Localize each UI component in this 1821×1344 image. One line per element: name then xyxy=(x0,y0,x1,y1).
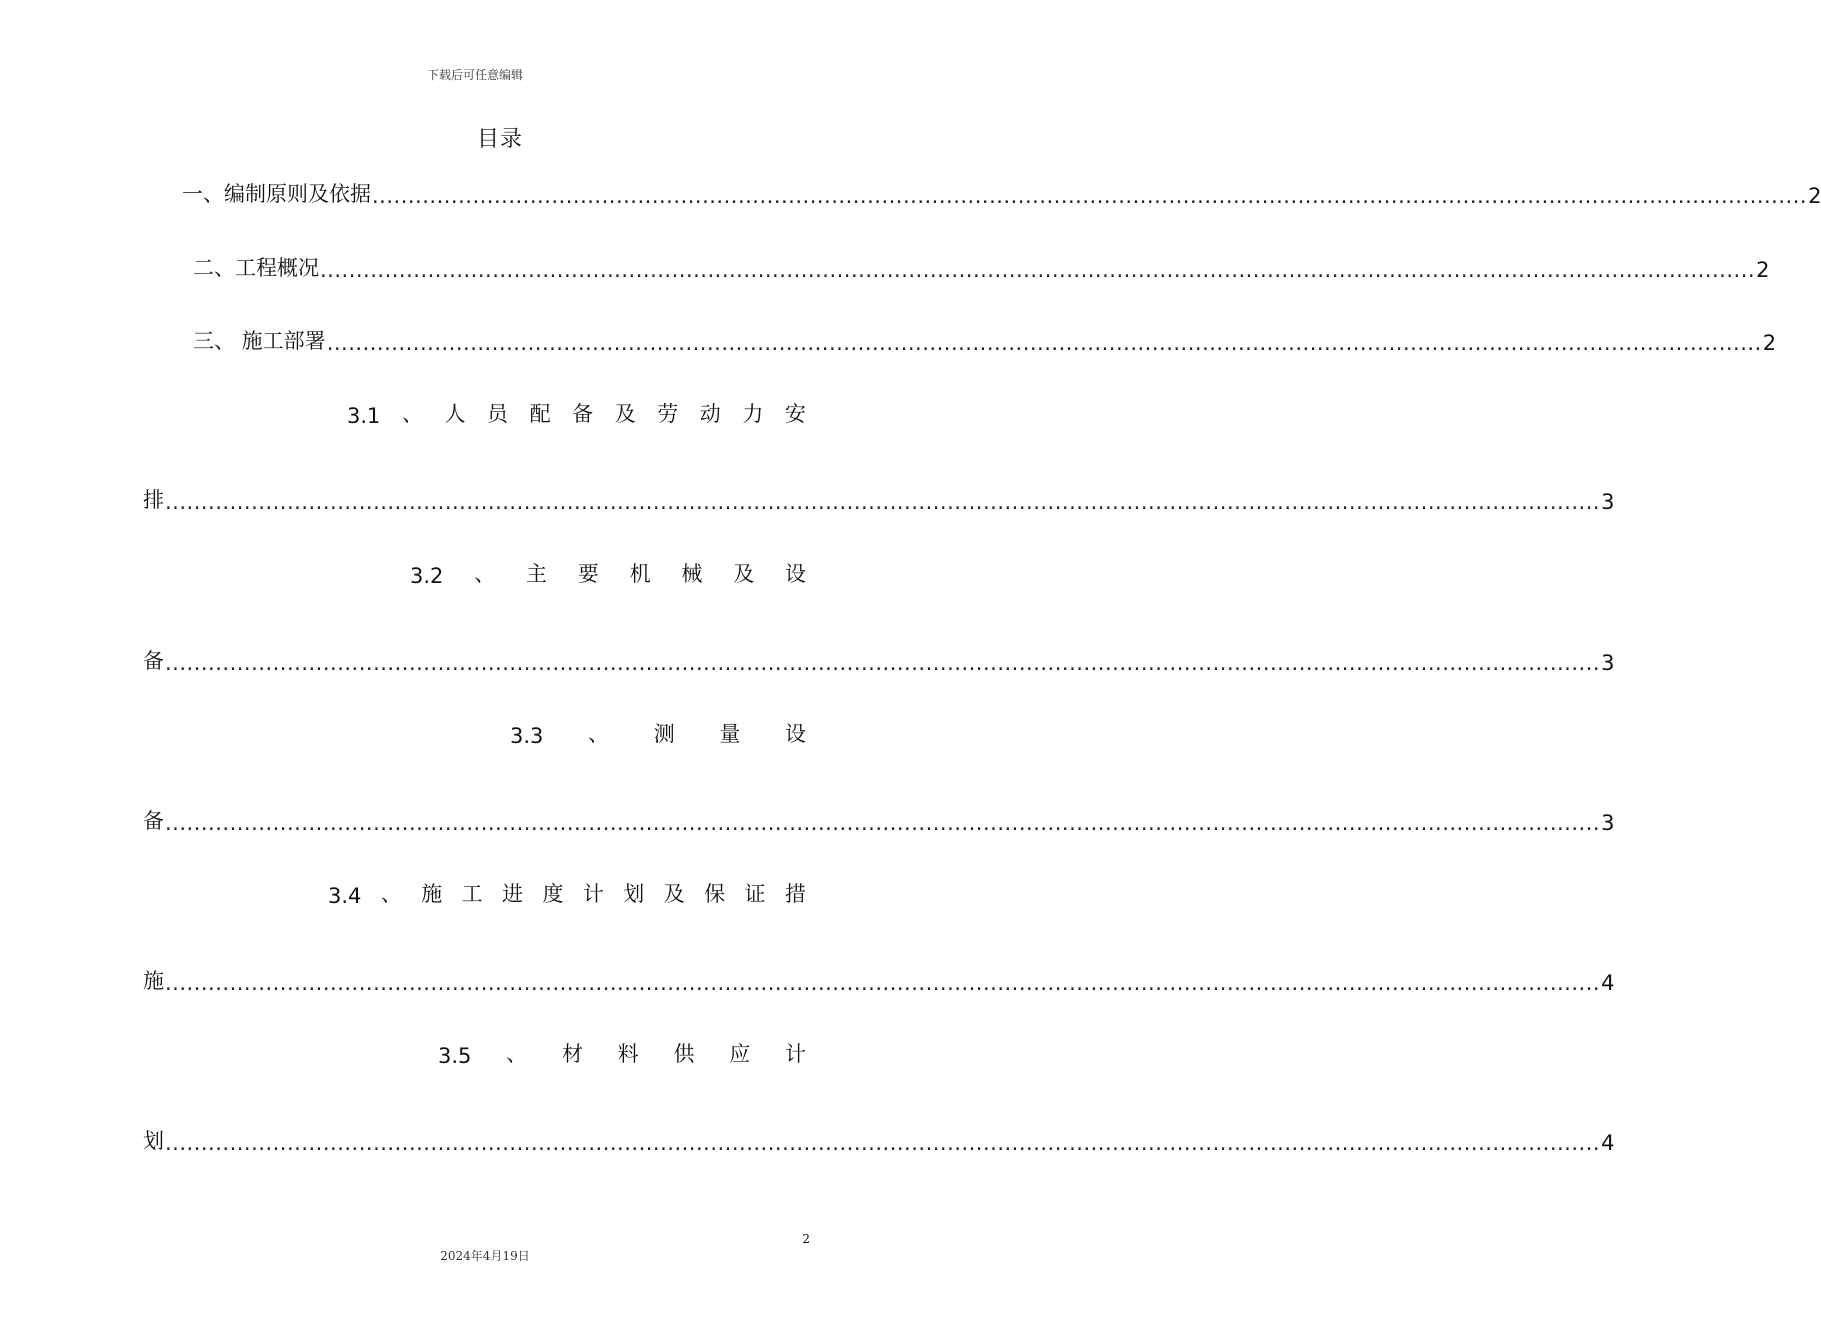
heading-char: 证 xyxy=(744,882,766,906)
toc-entry[interactable] xyxy=(193,323,1777,355)
toc-entry[interactable] xyxy=(143,643,1615,675)
heading-char: 计 xyxy=(582,882,604,906)
toc-leader-dots: ........................................................................................................................................................................................................ xyxy=(326,331,1762,355)
toc-entry-label: 排 xyxy=(143,488,164,512)
heading-char: 度 xyxy=(542,882,564,906)
heading-char: 、 xyxy=(588,722,610,746)
toc-entry-label: 施 xyxy=(143,969,164,993)
toc-entry[interactable] xyxy=(182,176,1821,208)
toc-entry-page: 2 xyxy=(1756,258,1770,282)
toc-title: 目录 xyxy=(476,127,523,152)
heading-char: 安 xyxy=(784,402,806,426)
heading-char: 配 xyxy=(529,402,551,426)
heading-char: 3.3 xyxy=(510,724,544,748)
heading-char: 3.2 xyxy=(410,564,444,588)
heading-char: 设 xyxy=(784,722,806,746)
toc-entry-label: 备 xyxy=(143,649,164,673)
toc-leader-dots: ........................................................................................................................................................................................................ xyxy=(372,184,1808,208)
heading-char: 械 xyxy=(681,562,703,586)
toc-entry[interactable] xyxy=(143,1123,1615,1155)
toc-entry-label: 备 xyxy=(143,809,164,833)
heading-char: 材 xyxy=(561,1042,583,1066)
toc-entry-page: 3 xyxy=(1601,490,1615,514)
heading-char: 及 xyxy=(663,882,685,906)
heading-char: 及 xyxy=(614,402,636,426)
toc-entry-label: 一、编制原则及依据 xyxy=(182,182,371,206)
heading-char: 进 xyxy=(502,882,524,906)
footer-date: 2024年4月19日 xyxy=(440,1249,530,1263)
heading-char: 划 xyxy=(623,882,645,906)
heading-char: 、 xyxy=(474,562,496,586)
toc-entry-label: 三、 施工部署 xyxy=(193,329,326,353)
toc-entry[interactable] xyxy=(143,482,1615,514)
toc-leader-dots: ........................................................................................................................................................................................................ xyxy=(320,258,1756,282)
toc-entry-page: 4 xyxy=(1601,1131,1615,1155)
heading-char: 机 xyxy=(629,562,651,586)
toc-entry-label: 划 xyxy=(143,1129,164,1153)
toc-entry-label: 二、工程概况 xyxy=(193,256,319,280)
subsection-heading xyxy=(328,876,806,908)
heading-char: 、 xyxy=(380,882,402,906)
heading-char: 、 xyxy=(401,402,423,426)
heading-char: 计 xyxy=(785,1042,806,1066)
heading-char: 动 xyxy=(699,402,721,426)
toc-leader-dots: ........................................................................................................................................................................................................ xyxy=(165,811,1601,835)
toc-entry-page: 3 xyxy=(1601,651,1615,675)
heading-char: 及 xyxy=(733,562,755,586)
toc-entry-page: 2 xyxy=(1762,331,1777,355)
heading-char: 3.5 xyxy=(438,1044,472,1068)
heading-char: 力 xyxy=(742,402,764,426)
heading-char: 量 xyxy=(719,722,741,746)
subsection-heading xyxy=(510,716,806,748)
toc-entry[interactable] xyxy=(143,963,1615,995)
heading-char: 人 xyxy=(444,402,466,426)
toc-entry[interactable] xyxy=(143,803,1615,835)
subsection-heading xyxy=(347,396,806,428)
heading-char: 设 xyxy=(784,562,806,586)
heading-char: 劳 xyxy=(657,402,679,426)
heading-char: 测 xyxy=(653,722,675,746)
toc-entry-page: 3 xyxy=(1601,811,1615,835)
toc-leader-dots: ........................................................................................................................................................................................................ xyxy=(165,1131,1601,1155)
heading-char: 主 xyxy=(526,562,547,586)
heading-char: 施 xyxy=(421,882,443,906)
toc-leader-dots: ........................................................................................................................................................................................................ xyxy=(165,971,1601,995)
toc-entry[interactable] xyxy=(193,250,1770,282)
toc-entry-page: 2 xyxy=(1808,184,1821,208)
heading-char: 3.4 xyxy=(328,884,362,908)
heading-char: 供 xyxy=(673,1042,695,1066)
heading-char: 料 xyxy=(617,1042,639,1066)
heading-char: 要 xyxy=(577,562,599,586)
heading-char: 工 xyxy=(461,882,483,906)
toc-leader-dots: ........................................................................................................................................................................................................ xyxy=(165,651,1601,675)
heading-char: 、 xyxy=(506,1042,528,1066)
heading-char: 备 xyxy=(572,402,594,426)
subsection-heading xyxy=(438,1036,806,1068)
heading-char: 保 xyxy=(704,882,726,906)
page-number: 2 xyxy=(802,1232,810,1246)
toc-entry-page: 4 xyxy=(1601,971,1615,995)
toc-leader-dots: ........................................................................................................................................................................................................ xyxy=(165,490,1601,514)
heading-char: 3.1 xyxy=(347,404,381,428)
heading-char: 员 xyxy=(487,402,509,426)
heading-char: 应 xyxy=(729,1042,751,1066)
header-note: 下载后可任意编辑 xyxy=(426,68,523,82)
subsection-heading xyxy=(410,556,806,588)
heading-char: 措 xyxy=(784,882,806,906)
